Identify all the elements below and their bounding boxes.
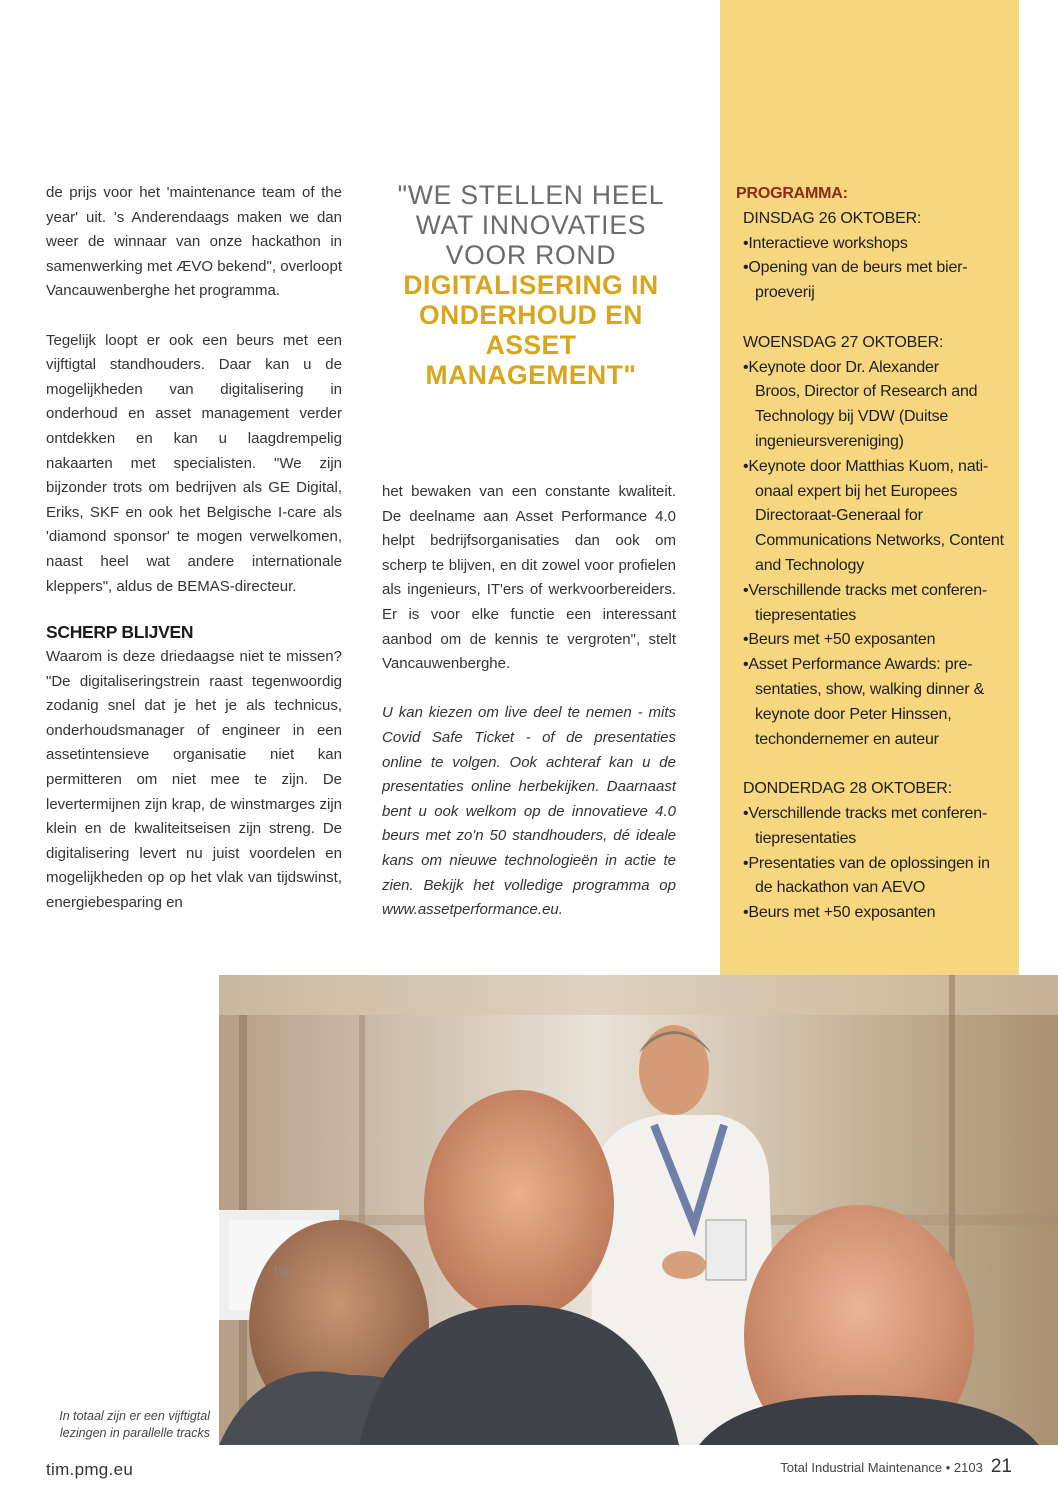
programma-item — [736, 628, 1006, 653]
article-paragraph: het bewaken van een constante kwaliteit. De deelname aan Asset Performance 4.0 helpt bedrijfsorganisaties dan ook om scherp te blijven, en dit zowel voor profielen als ingenieurs, IT'ers of werkvoorbereiders. Er is voor elke functie een interessant aanbod om de kennis te vergroten", stelt Vancauwenberghe. — [382, 483, 676, 673]
page-number: 21 — [990, 1456, 1012, 1477]
pull-quote — [378, 180, 684, 390]
programma-item-text: •Interactieve workshops — [743, 234, 908, 252]
programma-item-continuation: tiepresentaties — [755, 606, 857, 624]
programma-item — [736, 579, 1006, 629]
programma-day: DONDERDAG 28 OKTOBER: — [743, 780, 952, 798]
programma-item-text: •Presentaties van de oplossingen in — [743, 854, 990, 872]
programma-item — [736, 901, 1006, 926]
programma-item-text: •Keynote door Dr. Alexander — [743, 358, 939, 376]
article-column-1 — [46, 181, 342, 916]
programma-item-text: •Beurs met +50 exposanten — [743, 631, 936, 649]
article-paragraph-italic: U kan kiezen om live deel te nemen - mits Covid Safe Ticket - of de presentaties online te volgen. Ook achteraf kan u de presentaties online herbekijken. Daarnaast bent u ook welkom op de innovatieve 4.0 beurs met zo'n 50 standhouders, dé ideale kans om nieuwe technologieën in actie te zien. Bekijk het volledige programma op www.assetperformance.eu. — [382, 704, 676, 919]
article-paragraph: Waarom is deze driedaagse niet te missen? "De digitaliseringstrein raast tegenwoordig zodanig snel dat je het je als technicus, onderhoudsmanager of engineer in een assetintensieve organisatie niet kan permitteren om niet mee te zijn. De levertermijnen zijn krap, de winstmarges zijn klein en de kwaliteitseisen zijn streng. De digitalisering levert nu juist voordelen en mogelijkheden op op het vlak van tijdswinst, energiebesparing en — [46, 648, 342, 912]
programma-item — [736, 802, 1006, 852]
programma-item — [736, 852, 1006, 902]
programma-item-text: •Verschillende tracks met conferen- — [743, 581, 988, 599]
programma-item-text: •Keynote door Matthias Kuom, nati- — [743, 457, 989, 475]
programma-item — [736, 232, 1006, 257]
section-subheading: SCHERP BLIJVEN — [46, 622, 194, 643]
publication-name: Total Industrial Maintenance • 2103 — [780, 1460, 983, 1475]
programma-day: WOENSDAG 27 OKTOBER: — [743, 333, 944, 351]
photo-caption-line: lezingen in parallelle tracks — [59, 1426, 210, 1440]
pull-quote-highlight-text: DIGITALISERING IN ONDERHOUD EN ASSET MANAGEMENT" — [403, 270, 659, 390]
programma-item-continuation: sentaties, show, walking dinner & keynote door Peter Hinssen, techondernemer en auteur — [755, 680, 985, 748]
programma-item — [736, 256, 1006, 306]
programma-box — [736, 182, 1006, 926]
programma-day: DINSDAG 26 OKTOBER: — [743, 209, 922, 227]
footer-publication — [780, 1456, 1012, 1478]
programma-item — [736, 356, 1006, 455]
programma-title: PROGRAMMA: — [736, 185, 848, 202]
programma-item-text: •Verschillende tracks met conferen- — [743, 804, 988, 822]
footer-website: tim.pmg.eu — [46, 1460, 134, 1479]
programma-item — [736, 653, 1006, 752]
hp-logo: hp — [274, 1262, 290, 1278]
programma-item-continuation: onaal expert bij het Europees Directoraat-Generaal for Communications Networks, Content and Technology — [755, 482, 1004, 574]
programma-item-continuation: tiepresentaties — [755, 829, 857, 847]
programma-item-continuation: de hackathon van AEVO — [755, 879, 926, 897]
pull-quote-grey-text: "WE STELLEN HEEL WAT INNOVATIES VOOR ROND — [397, 180, 665, 270]
programma-item-text: •Opening van de beurs met bier- — [743, 259, 968, 277]
photo-caption — [20, 1408, 210, 1442]
programma-item-continuation: Broos, Director of Research and Technology bij VDW (Duitse ingenieursvereniging) — [755, 383, 978, 450]
programma-item-text: •Asset Performance Awards: pre- — [743, 656, 973, 674]
conference-photo — [219, 975, 1058, 1445]
programma-item-text: •Beurs met +50 exposanten — [743, 904, 936, 922]
programma-item-continuation: proeverij — [755, 284, 815, 302]
article-paragraph: Tegelijk loopt er ook een beurs met een vijftigtal standhouders. Daar kan u de mogelijkheden van digitalisering in onderhoud en asset management verder ontdekken en kan u laagdrempelig nakaarten met specialisten. "We zijn bijzonder trots om bedrijven als GE Digital, Eriks, SKF en ook het Belgische I-care als 'diamond sponsor' te mogen verwelkomen, naast heel wat andere internationale kleppers", aldus de BEMAS-directeur. — [46, 331, 342, 595]
article-column-2 — [382, 480, 676, 923]
photo-caption-line: In totaal zijn er een vijftigtal — [59, 1409, 210, 1423]
programma-item — [736, 455, 1006, 579]
article-paragraph: de prijs voor het 'maintenance team of the year' uit. 's Anderendaags maken we dan weer de winnaar van onze hackathon in samenwerking met ÆVO bekend", overloopt Vancauwenberghe het programma. — [46, 184, 342, 300]
